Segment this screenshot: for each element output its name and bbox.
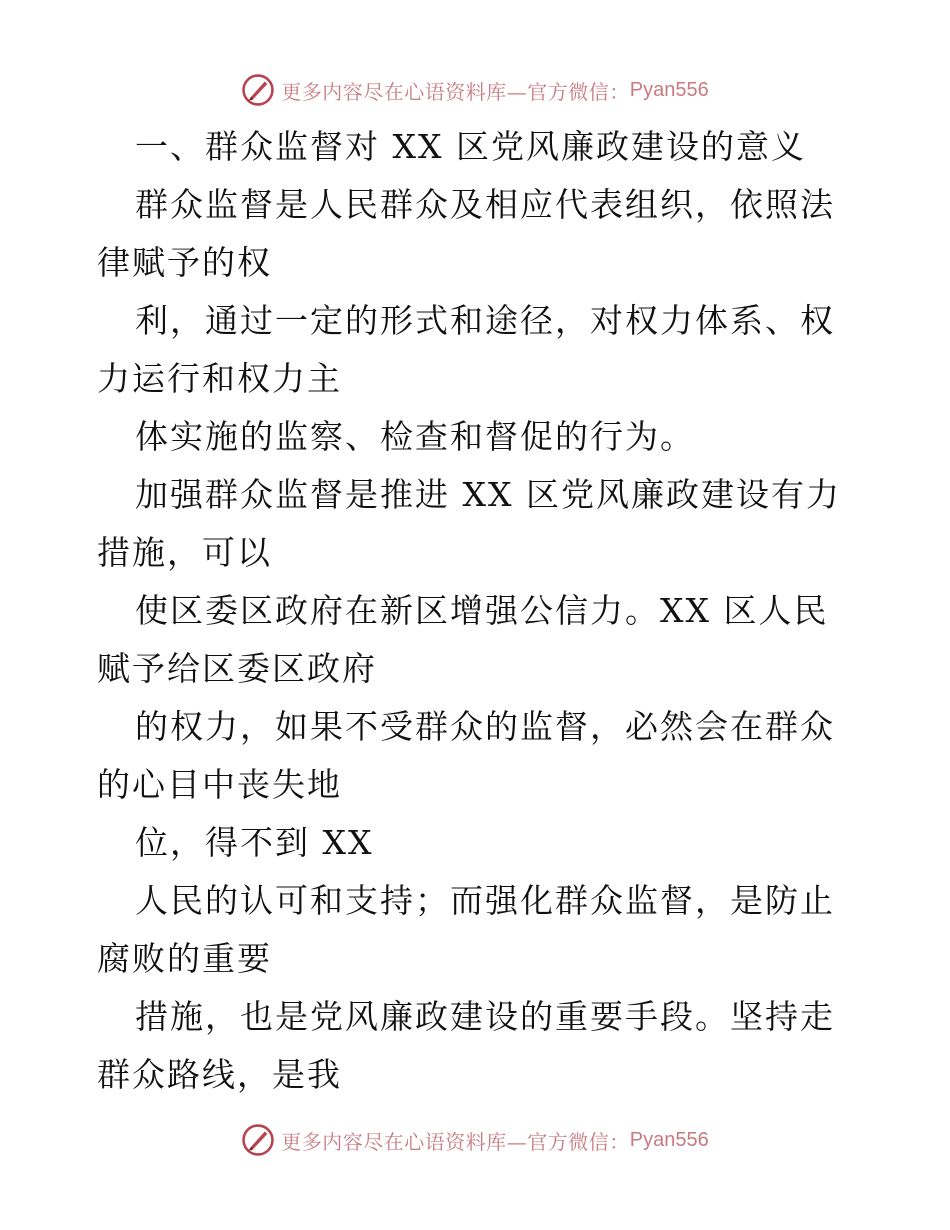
paragraph: 一、群众监督对 XX 区党风廉政建设的意义 <box>135 127 806 166</box>
paragraph: 措施，也是党风廉政建设的重要手段。坚持走群众路线，是我 <box>97 997 835 1094</box>
footer-watermark <box>0 1120 950 1160</box>
paragraph: 加强群众监督是推进 XX 区党风廉政建设有力措施，可以 <box>97 475 841 572</box>
paragraph: 使区委区政府在新区增强公信力。XX 区人民赋予给区委区政府 <box>97 591 829 688</box>
quill-pen-logo-icon <box>241 73 275 107</box>
paragraph: 的权力，如果不受群众的监督，必然会在群众的心目中丧失地 <box>97 707 835 804</box>
paragraph: 群众监督是人民群众及相应代表组织，依照法律赋予的权 <box>97 185 835 282</box>
paragraph: 体实施的监察、检查和督促的行为。 <box>135 417 695 456</box>
watermark-wechat-id: Pyan556 <box>629 1128 709 1151</box>
watermark-text: 更多内容尽在心语资料库—官方微信： <box>281 79 630 104</box>
paragraph: 人民的认可和支持；而强化群众监督，是防止腐败的重要 <box>97 881 835 978</box>
watermark-text: 更多内容尽在心语资料库—官方微信： <box>281 1129 630 1154</box>
paragraph: 利，通过一定的形式和途径，对权力体系、权力运行和权力主 <box>97 301 835 398</box>
watermark-wechat-id: Pyan556 <box>629 78 709 101</box>
document-body <box>97 118 857 1104</box>
paragraph: 位，得不到 XX <box>135 823 374 862</box>
header-watermark <box>0 70 950 110</box>
quill-pen-logo-icon <box>241 1123 275 1157</box>
